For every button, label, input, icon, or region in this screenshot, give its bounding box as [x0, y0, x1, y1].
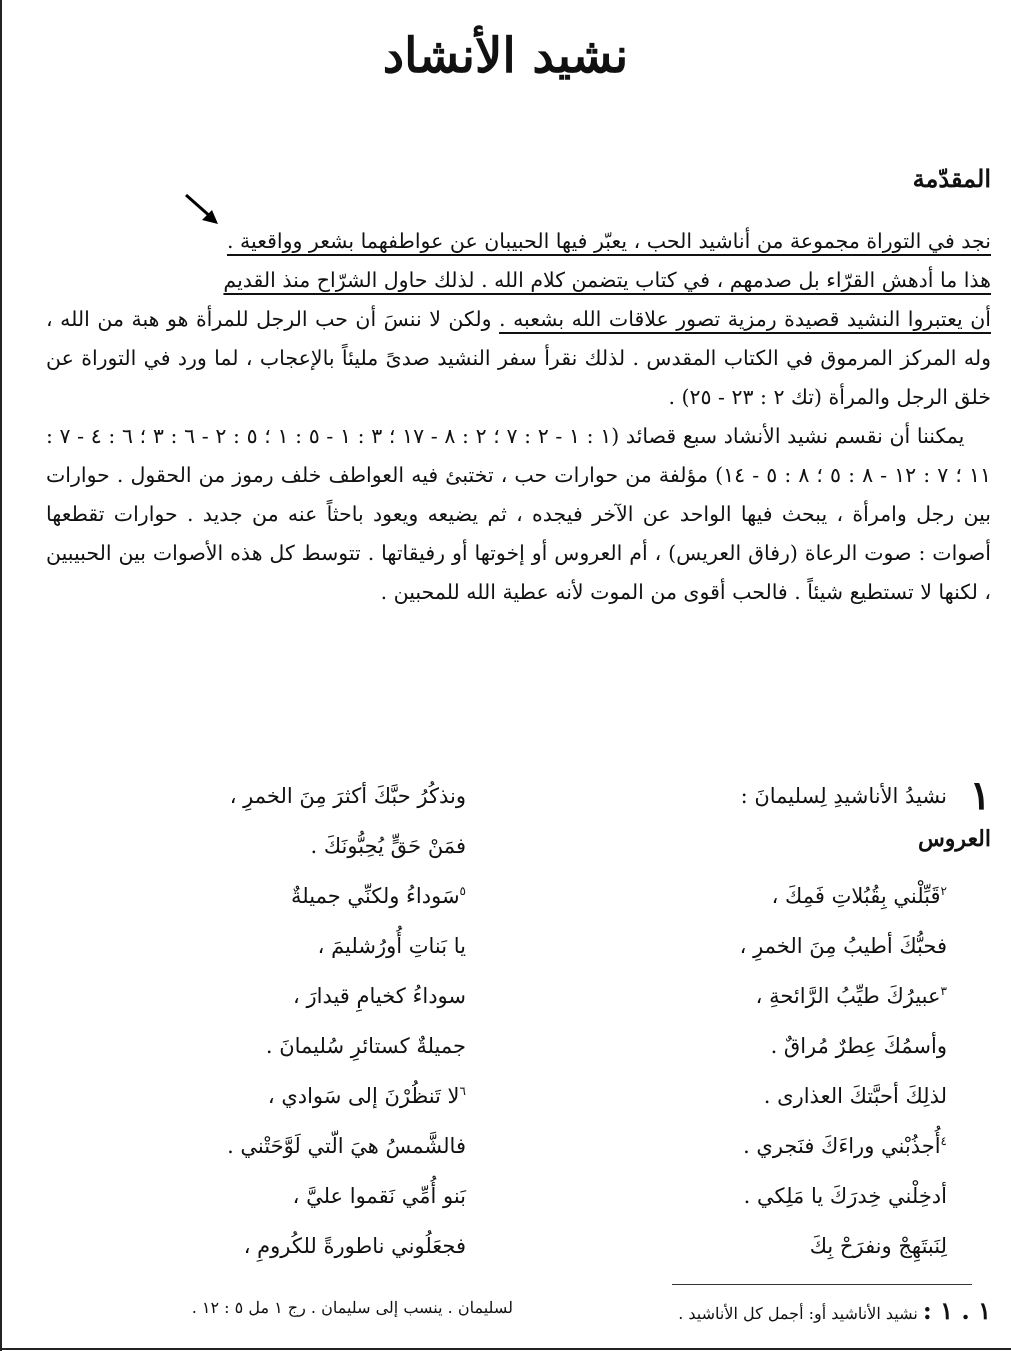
- poem-line: $^٤$أُجذُبْني وراءَكَ فنَجري .: [743, 1134, 947, 1158]
- poem-line: $^٥$سَوداءُ ولكنِّي جميلةٌ: [291, 884, 466, 908]
- speaker-label: العروس: [917, 826, 991, 852]
- poem-line: $^٦$لا تَنظُرْنَ إلى سَوادي ،: [267, 1084, 466, 1108]
- poem-line: سوداءُ كخيامِ قيدارَ ،: [293, 984, 466, 1008]
- poem-line: يا بَناتِ أُورُشليمَ ،: [317, 934, 466, 958]
- poem-line: فحبُّكَ أطيبُ مِنَ الخمرِ ،: [739, 934, 947, 958]
- poem-column-left: [66, 776, 466, 1276]
- poem-line: فجعَلُوني ناطورةً للكُرومِ ،: [243, 1234, 466, 1258]
- footnote-divider: [672, 1284, 972, 1285]
- poem-column-right: [587, 776, 947, 1276]
- section-heading: المقدّمة: [912, 164, 991, 193]
- poem-line: فمَنْ حَقٍّ يُحِبُّونَكَ .: [310, 834, 466, 858]
- intro-paragraph-1-rest: هبة من الله ، وله المركز المرموق في الكتاب المقدس . لذلك نقرأ سفر النشيد صدىً مليئاً بالإعجاب ، لما ورد في التوراة عن خلق الرجل والمرأة (تك ٢ : ٢٣ - ٢٥) .: [46, 307, 991, 409]
- intro-line-2: هذا ما أدهش القرّاء بل صدمهم ، في كتاب يتضمن كلام الله . لذلك حاول الشرّاح منذ القديم: [223, 268, 991, 292]
- page-title: نشيد الأنشاد: [382, 28, 629, 84]
- chapter-number: ١: [969, 772, 991, 819]
- poem-line: بَنو أُمِّي نَقموا عليَّ ،: [292, 1184, 466, 1208]
- footnote-right-text: نشيد الأناشيد أو: أجمل كل الأناشيد .: [678, 1304, 918, 1323]
- arrow-icon: [182, 192, 222, 226]
- intro-paragraph-1: [46, 222, 991, 417]
- poem-line: وأسمُكَ عِطرٌ مُراقٌ .: [770, 1034, 947, 1058]
- intro-line-1: نجد في التوراة مجموعة من أناشيد الحب ، يعبّر فيها الحبيبان عن عواطفهما بشعر وواقعية .: [226, 229, 991, 253]
- poem-line: نشيدُ الأناشيدِ لِسليمانَ :: [740, 784, 947, 808]
- poem-line: $^٢$قَبِّلْني بِقُبُلاتِ فَمِكَ ،: [771, 884, 947, 908]
- intro-line-3-rest: ولكن لا ننسَ أن حب الرجل للمرأة هو: [167, 307, 500, 331]
- poem-line: أدخِلْني خِدرَكَ يا مَلِكي .: [743, 1184, 947, 1208]
- poem-line: لذلِكَ أحبَّتكَ العذارى .: [763, 1084, 947, 1108]
- intro-line-3-underlined: أن يعتبروا النشيد قصيدة رمزية تصور علاقات الله بشعبه .: [499, 307, 991, 331]
- intro-paragraph-2: [46, 417, 991, 612]
- footnote-right: [678, 1296, 991, 1325]
- poem-line: جميلةٌ كستائرِ سُليمانَ .: [265, 1034, 466, 1058]
- poem-line: لِنَبتَهِجْ ونفرَحْ بِكَ: [809, 1234, 947, 1258]
- intro-paragraph-2-text: يمكننا أن نقسم نشيد الأنشاد سبع قصائد (١ : ١ - ٢ : ٧ ؛ ٢ : ٨ - ١٧ ؛ ٣ : ١ - ٥ : ١ ؛ ٥ : ٢ - ٦ : ٣ ؛ ٦ : ٤ - ٧ : ١١ ؛ ٧ : ١٢ - ٨ : ٥ ؛ ٨ : ٥ - ١٤) مؤلفة من حوارات حب ، تختبئ فيه العواطف خلف رموز من الحقول . حوارات بين رجل وامرأة ، يبحث فيها الواحد عن الآخر فيجده ، ثم يضيعه ويعود باحثاً عنه من جديد . حوارات تقطعها أصوات : صوت الرعاة (رفاق العريس) ، أم العروس أو إخوتها أو رفيقاتها . تتوسط كل هذه الأصوات بين الحبيبين ، لكنها لا تستطيع شيئاً . فالحب أقوى من الموت لأنه عطية الله للمحبين .: [46, 424, 991, 604]
- poem-line: [587, 826, 947, 876]
- footnote-left: لسليمان . ينسب إلى سليمان . رج ١ مل ٥ : ١٢ .: [191, 1298, 513, 1317]
- page-border-left: [0, 0, 2, 1351]
- poem-line: $^٣$عبيرُكَ طيِّبُ الرَّائحةِ ،: [755, 984, 947, 1008]
- poem-line: فالشَّمسُ هيَ الّتي لَوَّحَتْني .: [227, 1134, 466, 1158]
- intro-text: [46, 222, 991, 612]
- poem-line: ونذكُرُ حبَّكَ أكثرَ مِنَ الخمرِ ،: [229, 784, 466, 808]
- footnote-ref: ١ . ١ :: [922, 1296, 991, 1325]
- page-border-bottom: [0, 1348, 1011, 1350]
